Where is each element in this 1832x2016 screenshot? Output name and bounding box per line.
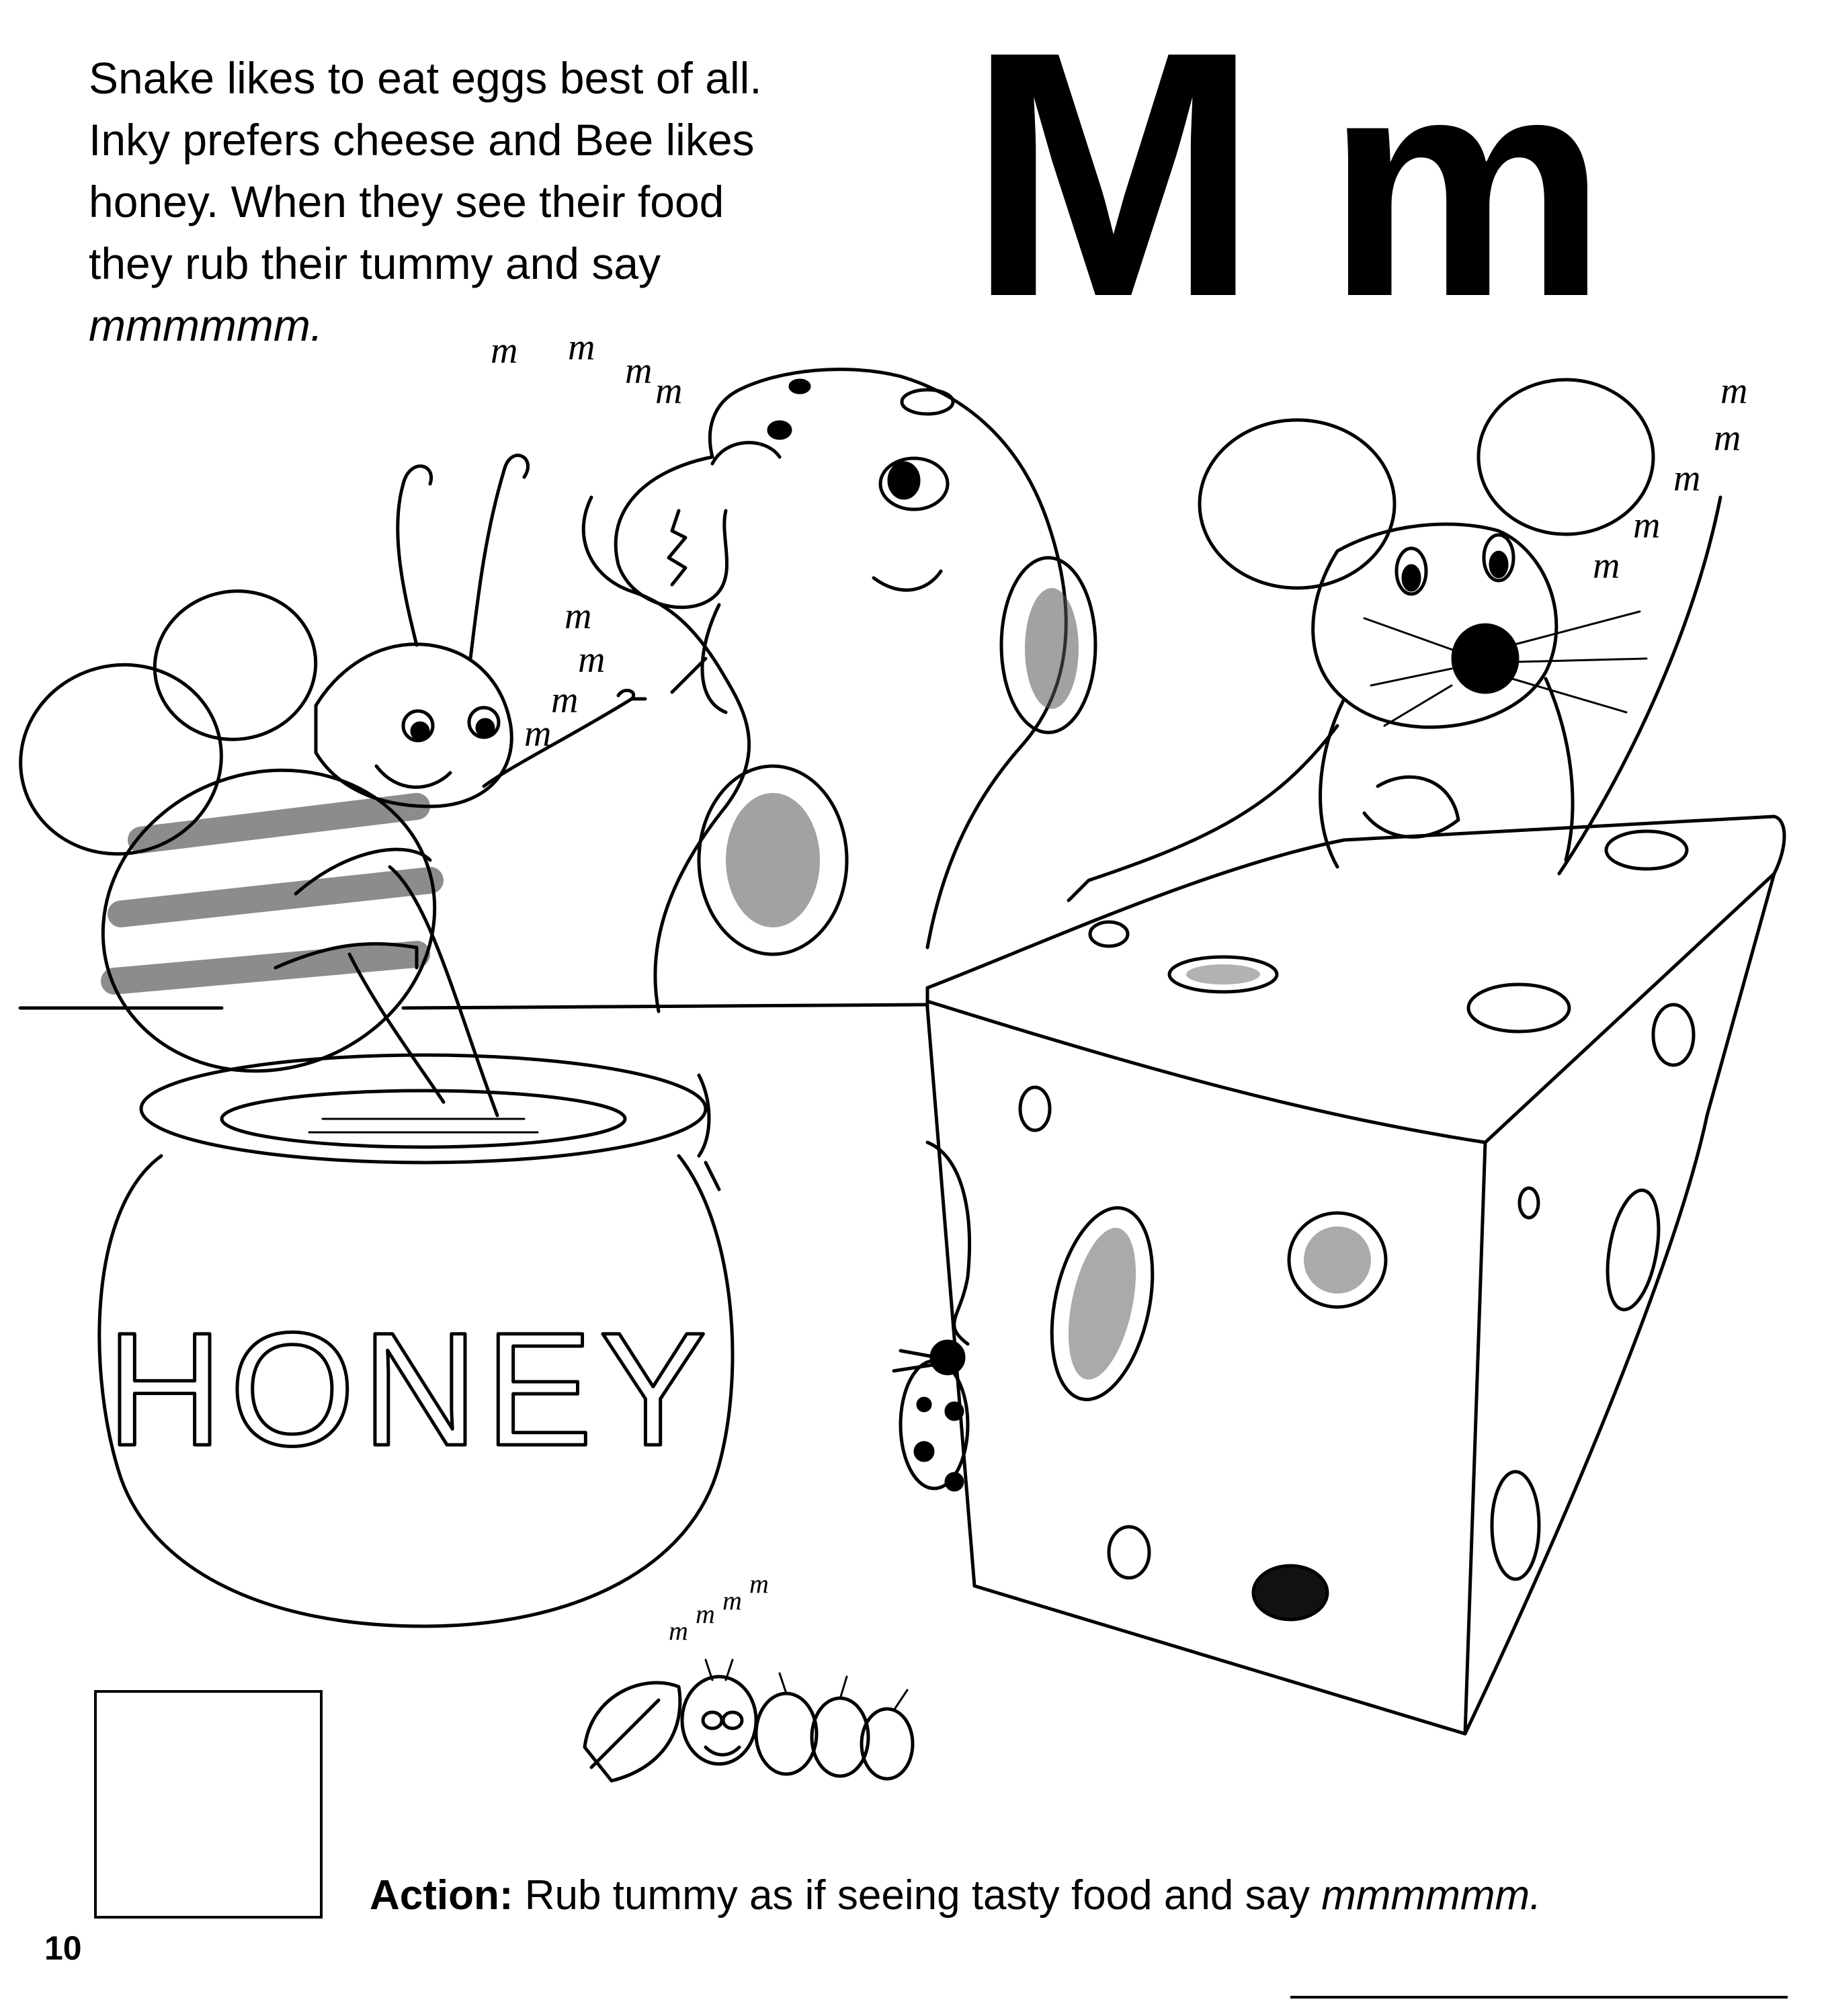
svg-text:m: m xyxy=(696,1599,715,1629)
mouse-figure xyxy=(1069,380,1720,900)
page-number: 10 xyxy=(44,1929,82,1967)
action-sound: mmmmmm. xyxy=(1321,1872,1542,1919)
svg-text:m: m xyxy=(491,330,518,372)
svg-text:m: m xyxy=(578,639,606,681)
lowercase-letter: m xyxy=(1326,9,1608,362)
svg-text:m: m xyxy=(655,370,683,412)
caterpillar-figure xyxy=(682,1660,913,1779)
mouse-nose-icon xyxy=(1453,625,1517,692)
svg-text:m: m xyxy=(722,1585,742,1615)
svg-text:m: m xyxy=(1714,417,1741,459)
svg-text:m: m xyxy=(625,350,653,392)
story-text xyxy=(89,47,915,356)
svg-text:m: m xyxy=(1720,370,1748,412)
action-text: Rub tummy as if seeing tasty food and say xyxy=(524,1872,1322,1919)
svg-text:m: m xyxy=(568,327,595,368)
story-line-5: mmmmmm. xyxy=(89,300,323,350)
uppercase-letter: M xyxy=(968,0,1253,370)
table-edge xyxy=(20,1005,927,1008)
ladybug-figure xyxy=(894,1341,968,1490)
story-line-1: Snake likes to eat eggs best of all. xyxy=(89,53,762,103)
svg-text:m: m xyxy=(1593,545,1620,587)
leaf-icon xyxy=(585,1683,680,1781)
svg-text:m: m xyxy=(565,595,592,637)
bee-figure xyxy=(0,456,528,1118)
action-thumbnail-frame xyxy=(94,1690,323,1919)
svg-text:m: m xyxy=(749,1568,769,1599)
story-line-3: honey. When they see their food xyxy=(89,177,724,226)
story-line-2: Inky prefers cheese and Bee likes xyxy=(89,115,755,165)
snake-eye-icon xyxy=(889,463,919,498)
letter-heading xyxy=(968,0,1608,370)
svg-text:m: m xyxy=(1633,505,1661,546)
action-label: Action: xyxy=(370,1872,513,1919)
jar-label: HONEY xyxy=(106,1299,714,1479)
svg-text:m: m xyxy=(1673,458,1701,499)
svg-text:m: m xyxy=(524,713,552,755)
cheese-block xyxy=(927,816,1784,1734)
footer-rule xyxy=(1290,1996,1788,1999)
action-instruction xyxy=(370,1872,1541,1919)
illustration xyxy=(0,323,1832,1882)
story-line-4: they rub their tummy and say xyxy=(89,239,661,288)
svg-text:m: m xyxy=(551,679,579,721)
svg-text:m: m xyxy=(669,1615,688,1646)
